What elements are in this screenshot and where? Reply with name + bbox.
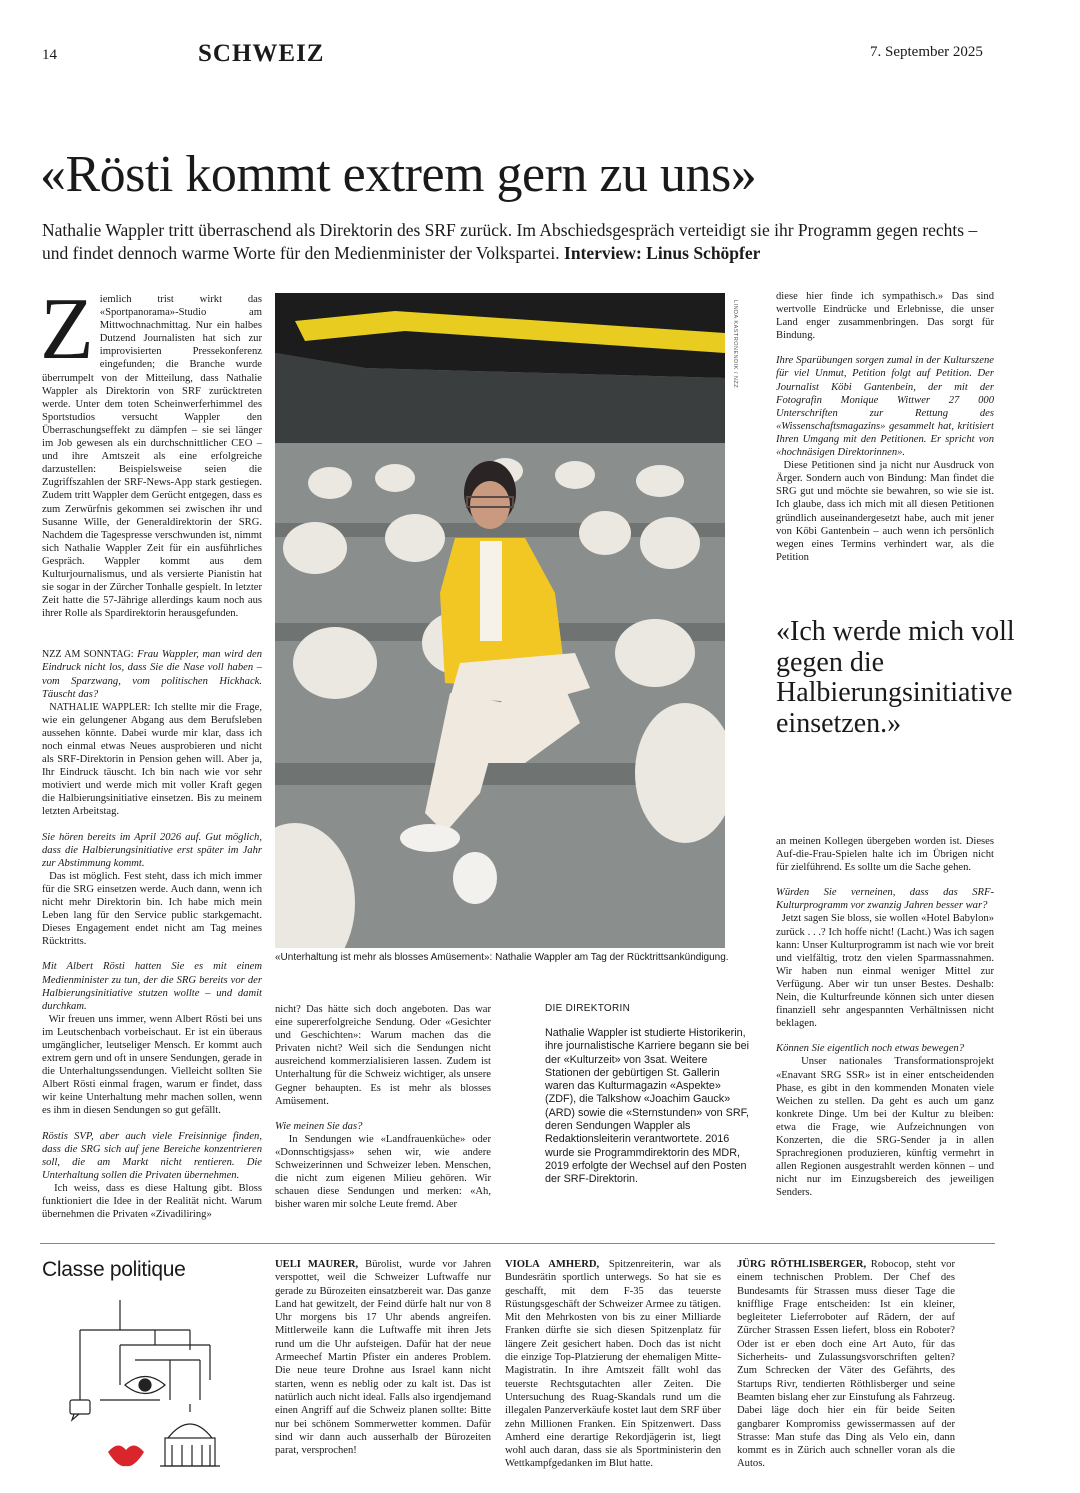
classe-name: UELI MAURER, [275, 1259, 359, 1270]
article-column-4-lower [776, 835, 994, 1199]
answer [42, 1013, 262, 1118]
answer [776, 912, 994, 1030]
answer-continued: diese hier finde ich sympathisch.» Das sind wertvolle Eindrücke und Erlebnisse, die unser Land enger zusammenbringen. Das sorgt für Bindung. [776, 291, 994, 342]
question: Wie meinen Sie das? [275, 1120, 363, 1132]
answer-text: Ich stellte mir die Frage, wie ein gelungener Abgang aus dem Berufsleben aussehen könnte. Dabei wurde mir klar, dass ich noch einmal etwas Neues ausprobieren und nicht als SRF-Direktorin in Pension gehen will. Aber ja, Ihr Eindruck täuscht. Ich bin nach wie vor sehr motiviert und werde mich mit voller Kraft gegen die Halbierungsinitiative einsetzen. Bis zu meinem letzten Arbeitstag. [42, 701, 263, 818]
answer-text: Jetzt sagen Sie bloss, sie wollen «Hotel Babylon» zurück . . .? Ich hoffe nicht! (Lacht.) Was ich sagen kann: Unser Kulturprogramm ist nach wie vor breit und vielfältig, trotz den vielen Sparmassnahmen. Wir haben nun einmal weniger Mittel zur Verfügung. Aber wir tun unser Bestes. Deshalb: Nein, die Kulturfreunde können sich unter diesen finanziell sehr angespannten Verhältnissen nicht beklagen. [776, 913, 994, 1030]
classe-text: Spitzenreiterin, war als Bundesrätin sportlich unterwegs. So hat sie es geschafft, mit dem F-35 das teuerste Rüstungsgeschäft der Schweizer Armee zu tätigen. Mit den Mehrkosten von bis zu einer Milliarde Franken dürfte sie sich diesen Spitzenplatz für längere Zeit gesichert haben. Doch das ist nicht die einzige Top-Platzierung der ehemaligen Mitte-Magistratin. In ihre Amtszeit fällt wohl das teuerste Rechtsgutachten aller Zeiten. Die Untersuchung des Ruag-Skandals rund um die illegalen Panzerverkäufe kostet laut dem SRF über zehn Millionen Franken. Ein Spitzenwert. Dass Amherd eine derartige Rekordjägerin ist, liegt wohl auch daran, dass sie als Sportministerin den Wettkampfgedanken im Blut hatte. [505, 1259, 721, 1470]
answer-continued: an meinen Kollegen übergeben worden ist. Dieses Auf-die-Frau-Spielen halte ich im Übrigen nicht für zielführend. Es sollte um die Sache gehen. [776, 836, 994, 874]
answer-text: Wir freuen uns immer, wenn Albert Rösti bei uns im Leutschenbach vorbeischaut. Er ist ein überaus umgänglicher, leutseliger Mensch. Er kommt auch extrem gern und oft in unsere Sendungen, gerade in die Unterhaltungssendungen. Vielleicht sollten Sie Albert Rösti einmal fragen, warum er findet, dass wir keine Unterhaltung mehr machen sollen, wenn es ihm in diesen Sendungen so gut gefällt. [42, 1013, 263, 1117]
answer [42, 1182, 262, 1221]
classe-name: JÜRG RÖTHLISBERGER, [737, 1259, 867, 1270]
speaker-label: NATHALIE WAPPLER: [49, 701, 151, 713]
classe-item-2 [505, 1258, 721, 1471]
mobile-illustration [60, 1300, 240, 1480]
answer [275, 1133, 491, 1212]
column-title: Classe politique [42, 1258, 186, 1281]
photo-caption: «Unterhaltung ist mehr als blosses Amüsement»: Nathalie Wappler am Tag der Rücktrittsankündigung. [275, 952, 729, 963]
lead-text: Nathalie Wappler tritt überraschend als Direktorin des SRF zurück. Im Abschiedsgespräch verteidigt sie ihr Programm gegen rechts – und findet dennoch warme Worte für den Medienminister der Volkspartei. [42, 220, 978, 263]
classe-item-3 [737, 1258, 955, 1471]
parliament-illustration [60, 1300, 240, 1480]
question: Mit Albert Rösti hatten Sie es mit einem Medienminister zu tun, der die SRG bereits vor der Halbierungsinitiative stutzen wollte – und damit durchkam. [42, 961, 262, 1012]
headline: «Rösti kommt extrem gern zu uns» [40, 146, 757, 203]
answer-text: In Sendungen wie «Landfrauenküche» oder «Donnschtigsjass» sehen wir, wie andere Schweizerinnen und Schweizer leben. Menschen, die nicht zum eigenen Milieu gehören. Wir schauen diese Sendungen und merken: «Ah, bisher waren mir solche Leute fremd. Aber [275, 1133, 492, 1211]
issue-date: 7. September 2025 [870, 44, 983, 60]
classe-text: Bürolist, wurde vor Jahren verspottet, weil die Schweizer Luftwaffe nur gerade zu Bürozeiten einsatzbereit war. Das ganze Land hat gewitzelt, der Feind dürfe halt nur von 8 Uhr morgens bis 17 Uhr abends angreifen. Mittlerweile kann die Luftwaffe mit ihren Jets rund um die Uhr aufsteigen. Dafür hat der neue Armeechef Martin Pfister ein anderes Problem. Die neue teure Drohne aus Israel kann nicht starten, wenn es neblig oder zu kalt ist. Das ist natürlich auch nicht ideal. Falls also irgendjemand einen Angriff auf die Schweiz planen sollte: Bitte nur bei schönem Sommerwetter kommen. Dafür sind wir dann auch ausserhalb der Bürozeiten parat, versprochen! [275, 1259, 491, 1457]
answer-text: Das ist möglich. Fest steht, dass ich mich immer für die SRG einsetzen werde. Auch dann, wenn ich nicht mehr Direktorin bin. Ich habe mich mein Leben lang für den Service public starkgemacht. Dieses Engagement endet nicht am Tag meines Rücktritts. [42, 870, 262, 948]
section-divider [40, 1243, 995, 1244]
question-text: Frau Wappler, man wird den Eindruck nicht los, dass Sie die Nase voll haben – vom Sparzwang, vom politischen Hickhack. Täuscht das? [42, 649, 262, 700]
byline: Interview: Linus Schöpfer [564, 243, 761, 263]
classe-item-1 [275, 1258, 491, 1457]
question: Können Sie eigentlich noch etwas bewegen? [776, 1043, 964, 1055]
answer-text: Diese Petitionen sind ja nicht nur Ausdruck von Ärger. Sondern auch von Bindung: Man findet die SRG gut und möchte sie bewahren, so wie sie ist. Ich glaube, dass ich mich mit all diesen Petitionen gründlich auseinandergesetzt habe, auch mit jener von Köbi Gantenbein – auch wenn ich persönlich wegen eines Termins verhindert war, als die Petition [776, 460, 994, 563]
article-column-2 [275, 1003, 491, 1211]
classe-text: Robocop, steht vor einem technischen Problem. Der Chef des Bundesamts für Strassen muss dieser Tage die knifflige Frage entscheiden: Ist ein kleiner, begleiteter Lieferroboter auf Rädern, der auf Zürcher Strassen Essen liefert, bloss ein Roboter? Oder ist er eben doch eine Art Auto, für das Sicherheits- und Zulassungsvorschriften gelten? Zum Schrecken der Väter des Gefährts, des Startups Rivr, tendierten Röthlisberger und seine Beamten bislang eher zur Einstufung als Fahrzeug. Dabei läge doch hier ein für beide Seiten gangbarer Kompromiss gewissermassen auf der Strasse: Man stufe das Ding als Velo ein, dann kommt es in Zürich auch schneller voran als die Autos. [737, 1259, 956, 1470]
answer [42, 701, 262, 819]
answer-text: Unser nationales Transformationsprojekt «Enavant SRG SSR» ist in einer entscheidenden Phase, es gibt in den kommenden Monaten viele Weichen zu stellen. Da geht es auch um ganz konkrete Dinge. Um bei der Kultur zu bleiben: etwa die Frage, wie Aufzeichnungen von Konzerten, die die SRG-Sender ja in allen Sprachregionen produzieren, künftig vermehrt in allen Regionen ausgestrahlt werden können – und nicht nur im Einzugsbereich des jeweiligen Senders. [776, 1056, 994, 1199]
answer [776, 459, 994, 564]
page-number: 14 [42, 47, 57, 63]
drop-cap: Z [40, 281, 94, 378]
speaker-label: NZZ AM SONNTAG: [42, 649, 134, 661]
question: Ihre Sparübungen sorgen zumal in der Kulturszene für viel Unmut, Petition folgt auf Petition. Der Journalist Köbi Gantenbein, der mit der Fotografin Monique Wittwer 27 000 Unterschriften zur Rettung des «Wissenschaftsmagazins» gesammelt hat, kritisiert Ihren Umgang mit den Petitionen. Er spricht von «hochnäsigen Direktorinnen». [776, 355, 994, 459]
article-column-1 [40, 281, 263, 1221]
answer-text: Ich weiss, dass es diese Haltung gibt. Bloss funktioniert die Idee in der Realität nicht. Warum übernehmen die Privaten «Zivadiliring» [42, 1182, 262, 1221]
section-title: SCHWEIZ [198, 40, 325, 67]
question: Sie hören bereits im April 2026 auf. Gut möglich, dass die Halbierungsinitiative erst später im Jahr zur Abstimmung kommt. [42, 831, 262, 869]
question: Röstis SVP, aber auch viele Freisinnige finden, dass die SRG sich auf jene Bereiche konzentrieren soll, die am Markt nicht rentieren. Die Unterhaltung sollen die Privaten übernehmen. [42, 1130, 262, 1181]
intro-paragraph [40, 281, 262, 620]
infobox-text: Nathalie Wappler ist studierte Historikerin, ihre journalistische Karriere begann sie bei der «Kulturzeit» von 3sat. Weitere Stationen der gebürtigen St. Gallerin waren das Kulturmagazin «Aspekte» (ZDF), die Talkshow «Joachim Gauck» (ARD) sowie die «Sternstunden» von SRF, deren Sendungen Wappler als Redaktionsleiterin verantwortete. 2016 wurde sie Programmdirektorin des MDR, 2019 erfolgte der Wechsel auf den Posten der SRF-Direktorin. [545, 1027, 750, 1186]
classe-name: VIOLA AMHERD, [505, 1259, 600, 1270]
article-column-4 [776, 290, 994, 564]
pull-quote: «Ich werde mich voll gegen die Halbierungsinitiative einsetzen.» [776, 616, 1015, 739]
photo-illustration [275, 293, 725, 948]
infobox-title: DIE DIREKTORIN [545, 1003, 631, 1014]
question [42, 648, 262, 700]
question: Würden Sie verneinen, dass das SRF-Kulturprogramm vor zwanzig Jahren besser war? [776, 887, 994, 912]
answer [42, 870, 262, 949]
intro-text: iemlich trist wirkt das «Sportpanorama»-Studio am Mittwochnachmittag. Nur ein halbes Dutzend Journalisten hat sich zur improvisierten Pressekonferenz eingefunden; die Branche wurde überrumpelt von der Mitteilung, dass Nathalie Wappler als Direktorin von SRF zurücktreten werde. Unter dem toten Scheinwerferhimmel des Sportstudios versucht Wappler den Überraschungseffekt zu dämpfen – sie sei länger im Job gewesen als ein durchschnittlicher CEO – und ihre Amtszeit als eine erfolgreiche darzustellen: Beispielsweise seien die Zugriffszahlen der SRF-News-App stark gestiegen. Zudem tritt Wappler dem Gerücht entgegen, dass es zum Zerwürfnis gekommen sei zwischen ihr und Susanne Wille, der Generaldirektorin der SRG. Nachdem die Tagespresse verschwunden ist, nimmt sich Nathalie Wappler Zeit für ein ausführliches Gespräch. Wappler kommt aus dem Kulturjournalismus, und als versierte Pianistin hat sie sogar in der Zürcher Tonhalle gespielt. In letzter Zeit hatte die 57-Jährige allerdings kaum noch aus ihrer Rolle als Spardirektorin herausgefunden. [42, 294, 262, 620]
answer-continued: nicht? Das hätte sich doch angeboten. Das war eine supererfolgreiche Sendung. Oder «Gesichter und Geschichten»: Warum machen das die Privaten nicht? Weil sich die Sendungen nicht ausreichend kommerzialisieren lassen. Zudem ist Unterhaltung für die Schweiz wichtiger, als unsere Gegner behaupten. Es ist mehr als blosses Amüsement. [275, 1004, 491, 1107]
answer [776, 1055, 994, 1199]
portrait-photo [275, 293, 725, 948]
lead-paragraph [42, 219, 992, 265]
photo-credit: LINDA KASTRONENDIK / NZZ [732, 300, 738, 389]
